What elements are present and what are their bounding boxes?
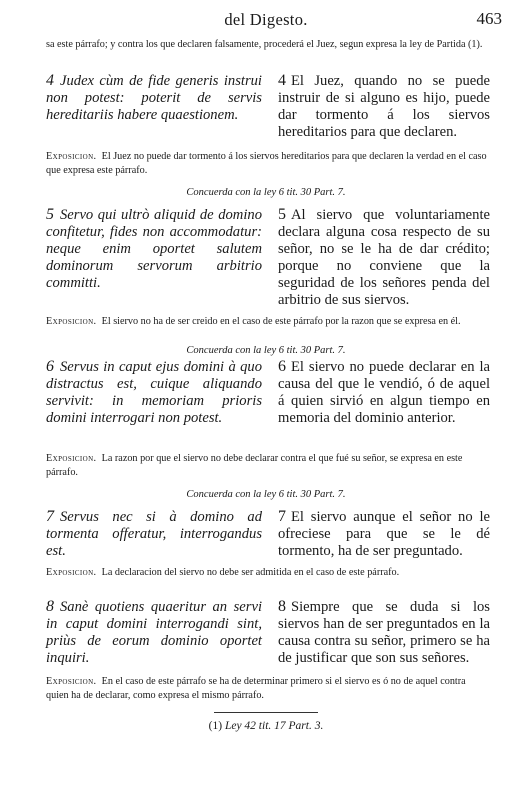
latin-text (46, 598, 262, 667)
law-7 (46, 508, 490, 560)
exposicion-5 (46, 315, 490, 329)
exposicion-label: Exposicion. (46, 316, 97, 327)
exposicion-4 (46, 150, 490, 177)
spanish-body: El Juez, quando no se puede instruir de si alguno es hijo, puede dar tormento á los siervos hereditarios para que declaren. (278, 73, 490, 140)
latin-text (46, 508, 262, 560)
latin-text (46, 206, 262, 309)
exposicion-body: El siervo no ha de ser creido en el caso de este párrafo por la razon que se expresa en él. (101, 316, 461, 327)
law-number: 6 (278, 358, 286, 375)
exposicion-7 (46, 566, 490, 580)
latin-body: Judex cùm de fide generis instrui non potest: poterit de servis hereditariis habere quaestionem. (46, 73, 262, 123)
exposicion-body: La declaracion del siervo no debe ser admitida en el caso de este párrafo. (101, 567, 400, 578)
law-number: 8 (46, 598, 54, 615)
law-number: 4 (46, 72, 54, 89)
carryover-text: sa este párrafo; y contra los que declaren falsamente, procederá el Juez, segun expresa la ley de Partida (1). (46, 39, 483, 50)
law-number: 6 (46, 358, 54, 375)
footnote-text: Ley 42 tit. 17 Part. 3. (224, 720, 324, 732)
spanish-text (278, 598, 490, 667)
spanish-body: El siervo aunque el señor no le ofreciese para que se le dé tormento, ha de ser preguntado. (278, 509, 490, 559)
latin-text (46, 72, 262, 141)
law-5 (46, 206, 490, 309)
law-number: 8 (278, 598, 286, 615)
exposicion-body: La razon por que el siervo no debe declarar contra el que fué su señor, se expresa en este párrafo. (46, 453, 463, 478)
spanish-body: Siempre que se duda si los siervos han de ser preguntados en la causa contra su señor, primero se ha de justificar que son sus señores. (278, 599, 490, 666)
law-number: 4 (278, 72, 286, 89)
spanish-text (278, 508, 490, 560)
exposicion-6 (46, 452, 490, 479)
exposicion-8 (46, 675, 490, 702)
concuerda-5: Concuerda con la ley 6 tit. 30 Part. 7. (186, 345, 346, 356)
law-6 (46, 358, 490, 427)
exposicion-label: Exposicion. (46, 676, 97, 687)
page-number: 463 (476, 9, 502, 28)
latin-body: Servo qui ultrò aliquid de domino confitetur, fides non accommodatur: neque enim oportet salutem dominorum servorum arbitrio committi. (46, 207, 262, 291)
latin-text (46, 358, 262, 427)
footnote (0, 720, 532, 732)
exposicion-label: Exposicion. (46, 453, 97, 464)
law-number: 5 (278, 206, 286, 223)
latin-body: Servus in caput ejus domini à quo distractus est, cuique aliquando servivit: in memoriam prioris domini interrogari non potest. (46, 359, 262, 426)
law-number: 5 (46, 206, 54, 223)
concuerda-4: Concuerda con la ley 6 tit. 30 Part. 7. (186, 187, 346, 198)
running-title: del Digesto. (224, 10, 308, 29)
law-number: 7 (46, 508, 54, 525)
exposicion-label: Exposicion. (46, 567, 97, 578)
spanish-body: El siervo no puede declarar en la causa del que le vendió, ó de aquel á quien sirvió en algun tiempo en memoria del dominio anterior. (278, 359, 490, 426)
law-8 (46, 598, 490, 667)
page-header (0, 10, 532, 34)
law-number: 7 (278, 508, 286, 525)
spanish-text (278, 72, 490, 141)
spanish-body: Al siervo que voluntariamente declara alguna cosa respecto de su señor, no se le ha de dar crédito; porque no conviene que la seguridad de los señores penda del arbitrio de sus siervos. (278, 207, 490, 308)
exposicion-body: El Juez no puede dar tormento á los siervos hereditarios para que declaren la verdad en el caso que expresa este párrafo. (46, 151, 487, 176)
footnote-divider (214, 712, 318, 713)
exposicion-body: En el caso de este párrafo se ha de determinar primero si el siervo es ó no de aquel contra quien ha de declarar, como expresa el mismo párrafo. (46, 676, 466, 701)
exposicion-label: Exposicion. (46, 151, 97, 162)
spanish-text (278, 358, 490, 427)
spanish-text (278, 206, 490, 309)
latin-body: Servus nec si à domino ad tormenta offeratur, interrogandus est. (46, 509, 262, 559)
concuerda-6: Concuerda con la ley 6 tit. 30 Part. 7. (186, 489, 346, 500)
law-4 (46, 72, 490, 141)
footnote-marker: (1) (208, 720, 223, 732)
latin-body: Sanè quotiens quaeritur an servi in caput domini interrogandi sint, priùs de eorum dominio oportet inquiri. (46, 599, 262, 666)
